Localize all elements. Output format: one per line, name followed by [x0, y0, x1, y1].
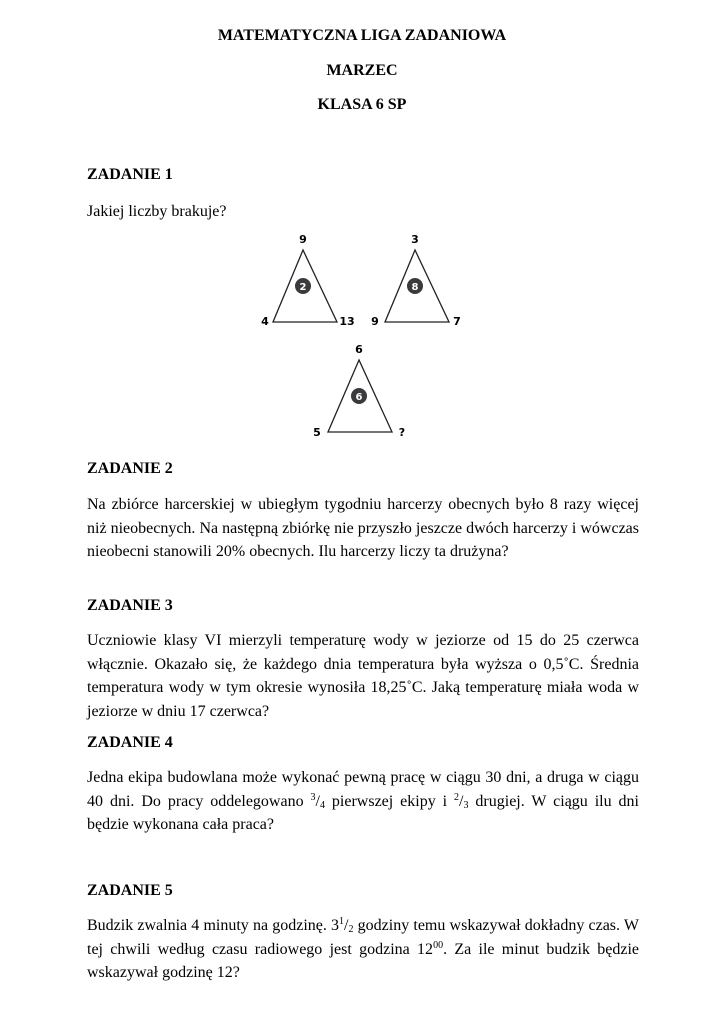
triangle-puzzle [255, 230, 475, 445]
task-4-frac1-den: 4 [319, 799, 325, 811]
header-class: KLASA 6 SP [317, 96, 407, 113]
triangle-1-top: 9 [299, 233, 307, 246]
header-title: MATEMATYCZNA LIGA ZADANIOWA [217, 27, 507, 44]
task-4-frac2-den: 3 [463, 799, 469, 811]
triangle-1-left: 4 [261, 315, 269, 328]
task-5-frac-num: 1 [339, 916, 345, 927]
task-1-title: ZADANIE 1 [87, 166, 173, 183]
task-2-title: ZADANIE 2 [87, 460, 173, 477]
task-5-text-part3: . Za ile minut budzik będzie wskazywał godzinę 12? [87, 940, 640, 981]
triangle-3-center: 6 [355, 392, 363, 403]
triangle-1-right: 13 [339, 315, 355, 328]
triangle-1 [261, 233, 354, 328]
header-month: MARZEC [326, 62, 398, 79]
task-5-text: Budzik zwalnia 4 minuty na godzinę. $3^1/_2$ godziny temu wskazywał dokładny czas. W tej chwili według czasu radiowego jest godzina $12^{00}$. Za ile minut budzik będzie wskazywał godzinę 12? [87, 916, 640, 981]
triangle-1-center: 2 [299, 282, 307, 293]
task-5-frac-den: 2 [348, 924, 354, 935]
triangle-2-center: 8 [411, 282, 419, 293]
triangle-3-top: 6 [355, 343, 363, 356]
task-4-text: Jedna ekipa budowlana może wykonać pewną pracę w ciągu 30 dni, a druga w ciągu 40 dni. Do pracy oddelegowano $^3/_4$ pierwszej ekipy i $^2/_3$ drugiej. W ciągu ilu dni będzie wykonana cała praca? [87, 769, 639, 833]
triangle-3 [313, 343, 405, 439]
task-4-text-part3: drugiej. W ciągu ilu dni będzie wykonana cała praca? [87, 792, 639, 833]
triangle-2-left: 9 [371, 315, 379, 328]
task-4-text-part2: pierwszej ekipy i [324, 792, 455, 810]
task-5-title: ZADANIE 5 [87, 882, 173, 899]
task-4-frac1-num: 3 [310, 791, 316, 803]
task-3-title: ZADANIE 3 [87, 597, 173, 614]
triangle-2-top: 3 [411, 233, 419, 246]
task-5-text-part2: godziny temu wskazywał dokładny czas. W tej chwili według czasu radiowego jest godzina 12 [87, 917, 639, 958]
triangle-3-left: 5 [313, 426, 321, 439]
task-2-text: Na zbiórce harcerskiej w ubiegłym tygodniu harcerzy obecnych było 8 razy więcej niż nieobecnych. Na następną zbiórkę nie przyszło jeszcze dwóch harcerzy i wówczas nieobecni stanowili 20% obecnych. Ilu harcerzy liczy ta drużyna? [87, 496, 639, 560]
task-1-text: Jakiej liczby brakuje? [87, 203, 227, 220]
task-4-text-part1: Jedna ekipa budowlana może wykonać pewną pracę w ciągu 30 dni, a druga w ciągu 40 dni. Do pracy oddelegowano [87, 769, 639, 810]
triangle-2-right: 7 [453, 315, 461, 328]
task-3-text: Uczniowie klasy VI mierzyli temperaturę wody w jeziorze od 15 do 25 czerwca włącznie. Okazało się, że każdego dnia temperatura była wyższa o 0,5˚C. Średnia temperatura wody w tym okresie wynosiła 18,25˚C. Jaką temperaturę miała woda w jeziorze w dniu 17 czerwca? [87, 632, 639, 720]
task-5-text-part1: Budzik zwalnia 4 minuty na godzinę. 3 [87, 917, 340, 934]
triangle-3-right: ? [398, 426, 406, 439]
task-5-time-sup: 00 [433, 939, 444, 951]
triangle-2 [371, 233, 461, 328]
task-4-title: ZADANIE 4 [87, 734, 173, 751]
task-4-frac2-num: 2 [454, 791, 460, 803]
